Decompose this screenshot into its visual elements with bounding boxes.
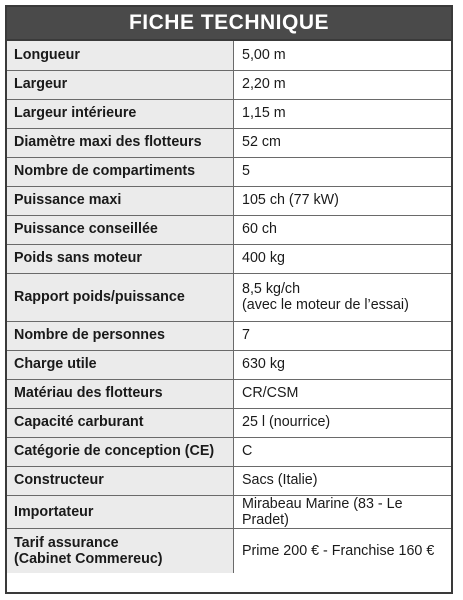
row-label: Constructeur	[7, 466, 234, 495]
table-row	[7, 157, 451, 186]
row-value: Sacs (Italie)	[234, 466, 452, 495]
row-value-line: 8,5 kg/ch	[242, 280, 301, 297]
row-label: Catégorie de conception (CE)	[7, 437, 234, 466]
row-value: 5,00 m	[234, 41, 452, 70]
table-row	[7, 244, 451, 273]
row-value: 5	[234, 157, 452, 186]
table-row	[7, 466, 451, 495]
row-label: Nombre de compartiments	[7, 157, 234, 186]
table-row	[7, 437, 451, 466]
row-label: Poids sans moteur	[7, 244, 234, 273]
table-row	[7, 350, 451, 379]
row-label: Puissance conseillée	[7, 215, 234, 244]
row-label	[7, 529, 234, 573]
row-label: Nombre de personnes	[7, 321, 234, 350]
row-value: Prime 200 € - Franchise 160 €	[234, 529, 452, 573]
row-label-line: Tarif assurance	[14, 534, 119, 551]
row-label: Longueur	[7, 41, 234, 70]
row-label: Largeur	[7, 70, 234, 99]
row-value: Mirabeau Marine (83 - Le Pradet)	[234, 495, 452, 529]
row-label: Importateur	[7, 495, 234, 529]
row-label: Largeur intérieure	[7, 99, 234, 128]
row-label: Capacité carburant	[7, 408, 234, 437]
row-label: Diamètre maxi des flotteurs	[7, 128, 234, 157]
table-row	[7, 70, 451, 99]
table-row	[7, 495, 451, 529]
row-value: 60 ch	[234, 215, 452, 244]
row-value: 25 l (nourrice)	[234, 408, 452, 437]
table-row	[7, 408, 451, 437]
row-value: CR/CSM	[234, 379, 452, 408]
row-value: 2,20 m	[234, 70, 452, 99]
row-value: 1,15 m	[234, 99, 452, 128]
table-row	[7, 529, 451, 573]
table-row	[7, 128, 451, 157]
row-label: Charge utile	[7, 350, 234, 379]
row-value: C	[234, 437, 452, 466]
table-row	[7, 186, 451, 215]
row-value: 52 cm	[234, 128, 452, 157]
row-value	[234, 273, 452, 321]
row-label: Rapport poids/puissance	[7, 273, 234, 321]
spec-sheet	[5, 5, 453, 594]
row-value: 7	[234, 321, 452, 350]
row-value-note: (avec le moteur de l’essai)	[242, 297, 409, 313]
row-label-note: (Cabinet Commereuc)	[14, 551, 163, 568]
table-row	[7, 215, 451, 244]
table-row	[7, 99, 451, 128]
table-row	[7, 379, 451, 408]
table-row	[7, 273, 451, 321]
table-row	[7, 41, 451, 70]
row-value: 630 kg	[234, 350, 452, 379]
row-label: Matériau des flotteurs	[7, 379, 234, 408]
sheet-title: FICHE TECHNIQUE	[128, 11, 329, 34]
title-bar	[7, 7, 451, 41]
row-value: 105 ch (77 kW)	[234, 186, 452, 215]
table-row	[7, 321, 451, 350]
row-label: Puissance maxi	[7, 186, 234, 215]
row-value: 400 kg	[234, 244, 452, 273]
spec-table	[7, 41, 451, 573]
